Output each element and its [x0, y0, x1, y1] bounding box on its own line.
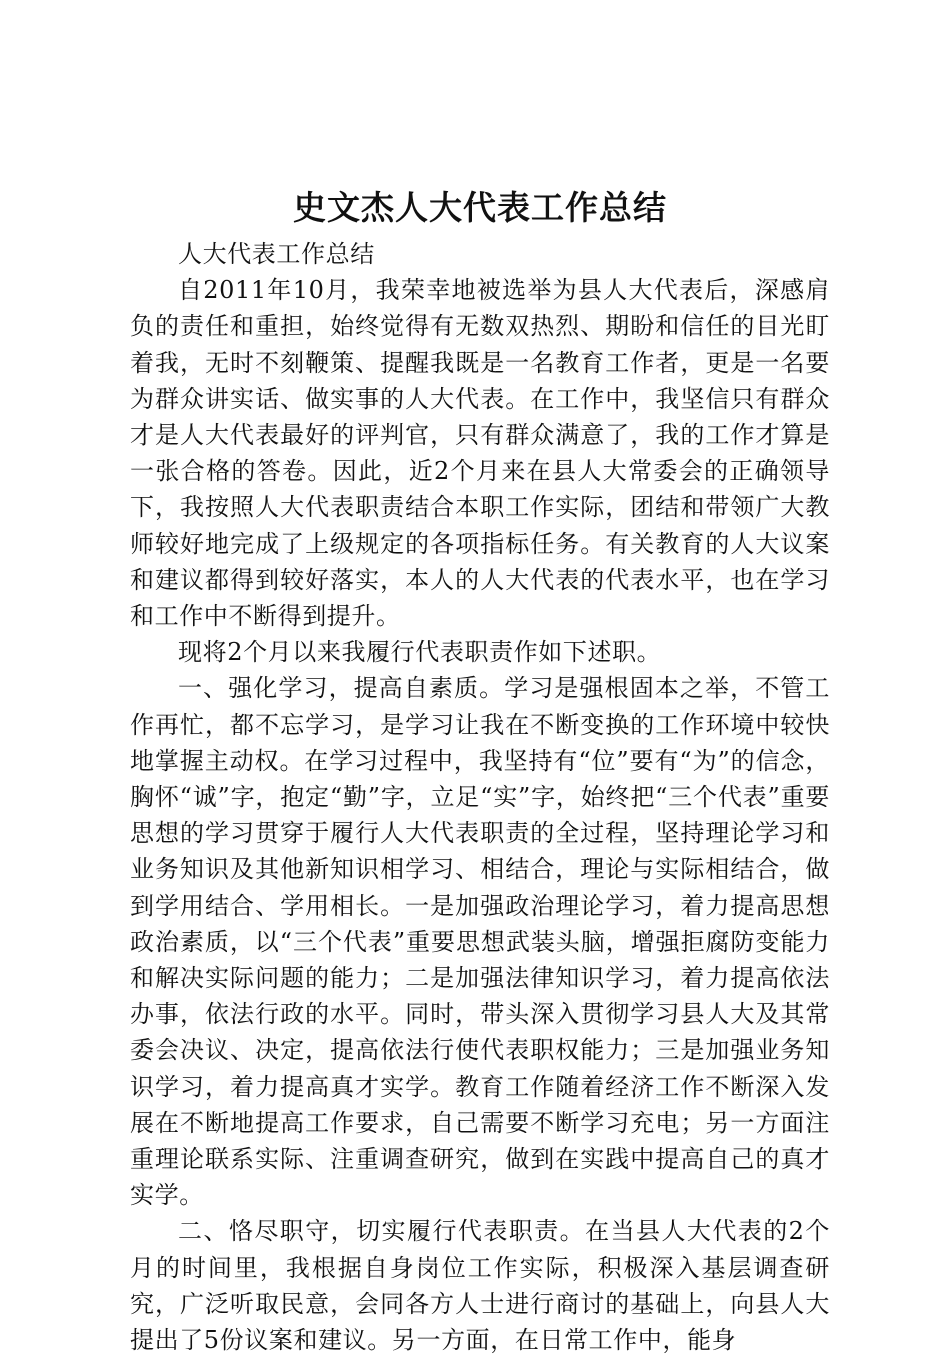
section-one-paragraph: 一、强化学习，提高自素质。学习是强根固本之举，不管工作再忙，都不忘学习，是学习让我在不断变换的工作环境中较快地掌握主动权。在学习过程中，我坚持有“位”要有“为”的信念，胸怀“诚”字，抱定“勤”字，立足“实”字，始终把“三个代表”重要思想的学习贯穿于履行人大代表职责的全过程，坚持理论学习和业务知识及其他新知识相学习、相结合，理论与实际相结合，做到学用结合、学用相长。一是加强政治理论学习，着力提高思想政治素质，以“三个代表”重要思想武装头脑，增强拒腐防变能力和解决实际问题的能力；二是加强法律知识学习，着力提高依法办事，依法行政的水平。同时，带头深入贯彻学习县人大及其常委会决议、决定，提高依法行使代表职权能力；三是加强业务知识学习，着力提高真才实学。教育工作随着经济工作不断深入发展在不断地提高工作要求，自己需要不断学习充电；另一方面注重理论联系实际、注重调查研究，做到在实践中提高自己的真才实学。 [130, 674, 830, 1210]
section-two-paragraph: 二、恪尽职守，切实履行代表职责。在当县人大代表的2个月的时间里，我根据自身岗位工作实际，积极深入基层调查研究，广泛听取民意，会同各方人士进行商讨的基础上，向县人大提出了5份议案和建议。另一方面，在日常工作中，能身 [130, 1217, 830, 1355]
document-title: 史文杰人大代表工作总结 [293, 188, 667, 227]
document-body [130, 236, 830, 1358]
report-intro-paragraph: 现将2个月以来我履行代表职责作如下述职。 [178, 638, 662, 667]
intro-paragraph: 自2011年10月，我荣幸地被选举为县人大代表后，深感肩负的责任和重担，始终觉得有无数双热烈、期盼和信任的目光盯着我，无时不刻鞭策、提醒我既是一名教育工作者，更是一名要为群众讲实话、做实事的人大代表。在工作中，我坚信只有群众才是人大代表最好的评判官，只有群众满意了，我的工作才算是一张合格的答卷。因此，近2个月来在县人大常委会的正确领导下，我按照人大代表职责结合本职工作实际，团结和带领广大教师较好地完成了上级规定的各项指标任务。有关教育的人大议案和建议都得到较好落实，本人的人大代表的代表水平，也在学习和工作中不断得到提升。 [130, 276, 830, 631]
subtitle-paragraph: 人大代表工作总结 [178, 240, 375, 268]
